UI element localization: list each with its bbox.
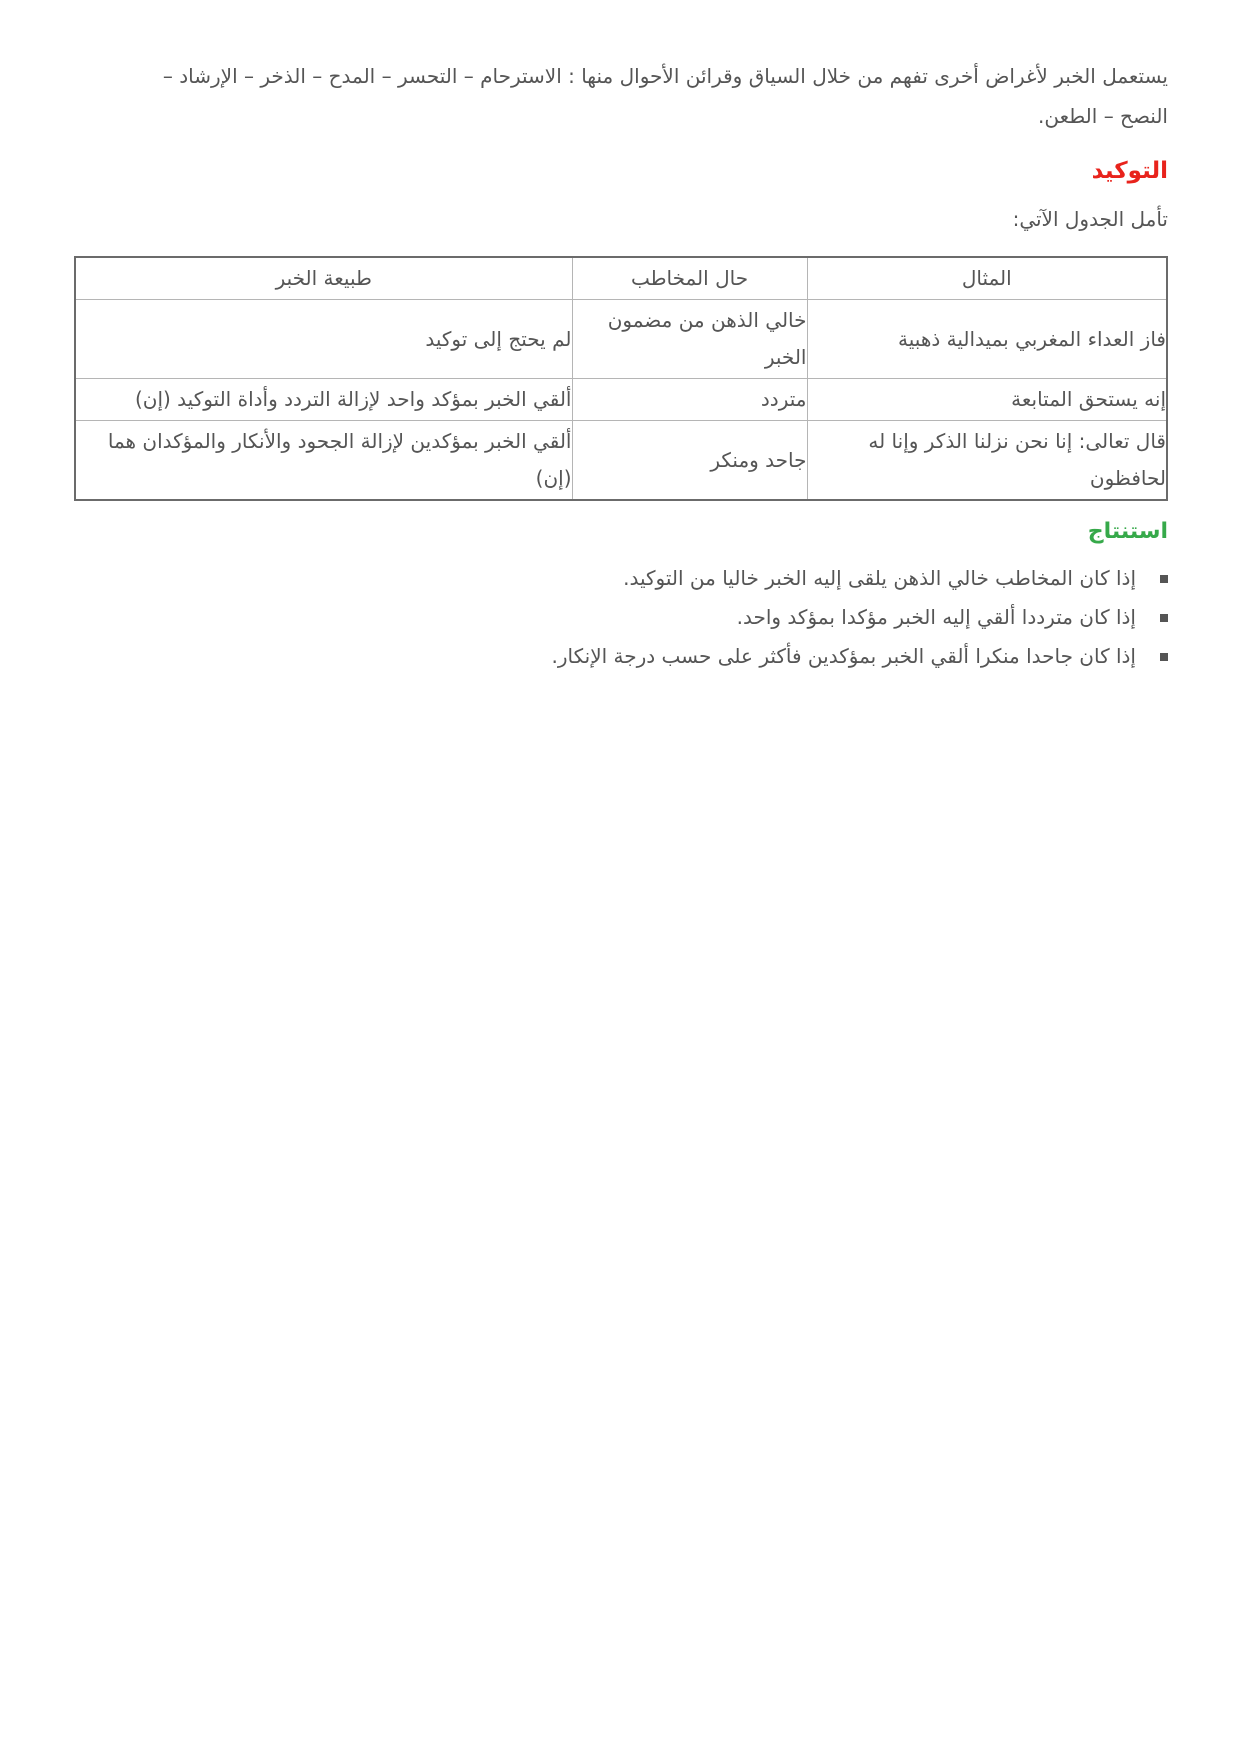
cell-state <box>572 379 807 421</box>
cell-nature-text: لم يحتج إلى توكيد <box>425 326 572 351</box>
cell-nature-text: ألقي الخبر بمؤكدين لإزالة الجحود والأنكار والمؤكدان هما <box>107 429 572 453</box>
square-bullet-icon <box>1160 575 1168 583</box>
table-header-row <box>75 257 1167 300</box>
table-row <box>75 300 1167 379</box>
cell-nature-text-2: (إن) <box>535 466 572 490</box>
cell-state-text: خالي الذهن من مضمون <box>607 308 807 332</box>
cell-state <box>572 300 807 379</box>
cell-state-text: متردد <box>760 387 807 411</box>
list-item-text: إذا كان المخاطب خالي الذهن يلقى إليه الخبر خاليا من التوكيد. <box>623 566 1136 590</box>
cell-state-text: جاحد ومنكر <box>710 447 807 472</box>
cell-example-text-2: لحافظون <box>1089 466 1166 490</box>
conclusion-list <box>76 559 1168 676</box>
cell-example <box>807 379 1167 421</box>
header-news-nature: طبيعة الخبر <box>75 257 572 300</box>
conclusion-title: استنتاج <box>1087 519 1168 544</box>
cell-example-text: إنه يستحق المتابعة <box>1011 387 1166 411</box>
cell-example <box>807 300 1167 379</box>
cell-nature <box>75 421 572 501</box>
cell-nature <box>75 300 572 379</box>
header-addressee-state: حال المخاطب <box>572 257 807 300</box>
cell-state <box>572 421 807 501</box>
intro-paragraph <box>76 56 1168 136</box>
list-item-text: إذا كان مترددا ألقي إليه الخبر مؤكدا بمؤكد واحد. <box>736 605 1136 629</box>
cell-nature-text: ألقي الخبر بمؤكد واحد لإزالة التردد وأداة التوكيد (إن) <box>134 387 572 411</box>
cell-example <box>807 421 1167 501</box>
section-title: التوكيد <box>1091 158 1168 184</box>
table-intro: تأمل الجدول الآتي: <box>1012 207 1168 231</box>
cell-state-text-2: الخبر <box>764 345 807 369</box>
comparison-table <box>74 256 1168 501</box>
cell-nature <box>75 379 572 421</box>
square-bullet-icon <box>1160 653 1168 661</box>
table-row <box>75 421 1167 501</box>
list-item <box>76 637 1168 676</box>
cell-example-text: فاز العداء المغربي بميدالية ذهبية <box>898 326 1166 351</box>
square-bullet-icon <box>1160 614 1168 622</box>
list-item <box>76 598 1168 637</box>
list-item-text: إذا كان جاحدا منكرا ألقي الخبر بمؤكدين فأكثر على حسب درجة الإنكار. <box>551 644 1136 668</box>
header-example: المثال <box>807 257 1167 300</box>
document-page <box>76 56 1168 676</box>
cell-example-text: قال تعالى: إنا نحن نزلنا الذكر وإنا له <box>868 429 1166 453</box>
table-row <box>75 379 1167 421</box>
list-item <box>76 559 1168 598</box>
intro-line-1: يستعمل الخبر لأغراض أخرى تفهم من خلال السياق وقرائن الأحوال منها : الاسترحام – التحسر – المدح – الذخر – الإرشاد – <box>162 64 1168 88</box>
intro-line-2: النصح – الطعن. <box>1038 104 1168 128</box>
